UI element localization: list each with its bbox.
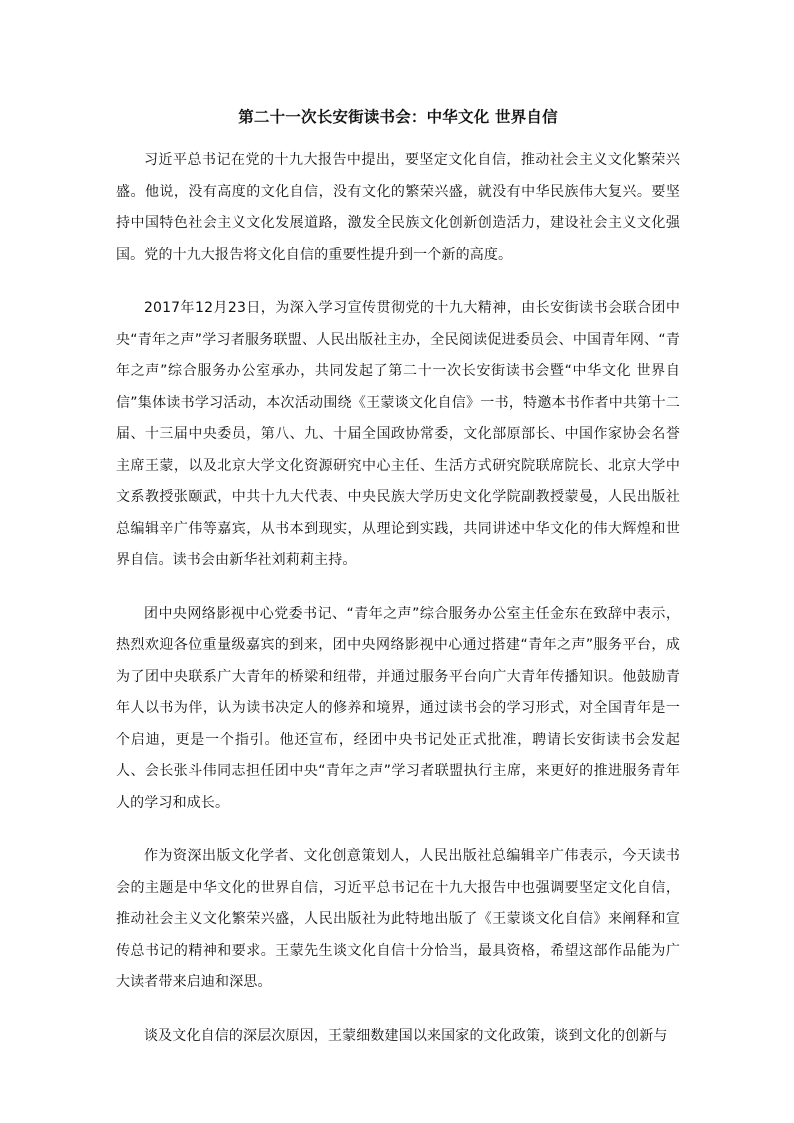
- paragraph-3: 团中央网络影视中心党委书记、“青年之声”综合服务办公室主任金东在致辞中表示，热烈欢迎各位重量级嘉宾的到来，团中央网络影视中心通过搭建“青年之声”服务平台，成为了团中央联系广大青年的桥梁和纽带，并通过服务平台向广大青年传播知识。他鼓励青年人以书为伴，认为读书决定人的修养和境界，通过读书会的学习形式，对全国青年是一个启迪，更是一个指引。他还宣布，经团中央书记处正式批准，聘请长安街读书会发起人、会长张斗伟同志担任团中央“青年之声”学习者联盟执行主席，来更好的推进服务青年人的学习和成长。: [116, 605, 680, 811]
- paragraph-5: 谈及文化自信的深层次原因，王蒙细数建国以来国家的文化政策，谈到文化的创新与: [144, 1027, 668, 1044]
- paragraph-1: 习近平总书记在党的十九大报告中提出，要坚定文化自信，推动社会主义文化繁荣兴盛。他说，没有高度的文化自信，没有文化的繁荣兴盛，就没有中华民族伟大复兴。要坚持中国特色社会主义文化发展道路，激发全民族文化创新创造活力，建设社会主义文化强国。党的十九大报告将文化自信的重要性提升到一个新的高度。: [116, 152, 680, 263]
- paragraph-2: 2017年12月23日，为深入学习宣传贯彻党的十九大精神，由长安街读书会联合团中央“青年之声”学习者服务联盟、人民出版社主办，全民阅读促进委员会、中国青年网、“青年之声”综合服务办公室承办，共同发起了第二十一次长安街读书会暨“中华文化 世界自信”集体读书学习活动，本次活动围绕《王蒙谈文化自信》一书，特邀本书作者中共第十二届、十三届中央委员，第八、九、十届全国政协常委，文化部原部长、中国作家协会名誉主席王蒙，以及北京大学文化资源研究中心主任、生活方式研究院联席院长、北京大学中文系教授张颐武，中共十九大代表、中央民族大学历史文化学院副教授蒙曼，人民出版社总编辑辛广伟等嘉宾，从书本到现实，从理论到实践，共同讲述中华文化的伟大辉煌和世界自信。读书会由新华社刘莉莉主持。: [116, 300, 680, 568]
- paragraph-4: 作为资深出版文化学者、文化创意策划人，人民出版社总编辑辛广伟表示，今天读书会的主题是中华文化的世界自信，习近平总书记在十九大报告中也强调要坚定文化自信，推动社会主义文化繁荣兴盛，人民出版社为此特地出版了《王蒙谈文化自信》来阐释和宣传总书记的精神和要求。王蒙先生谈文化自信十分恰当，最具资格，希望这部作品能为广大读者带来启迪和深思。: [116, 848, 680, 990]
- document-title: 第二十一次长安街读书会：中华文化 世界自信: [238, 108, 558, 126]
